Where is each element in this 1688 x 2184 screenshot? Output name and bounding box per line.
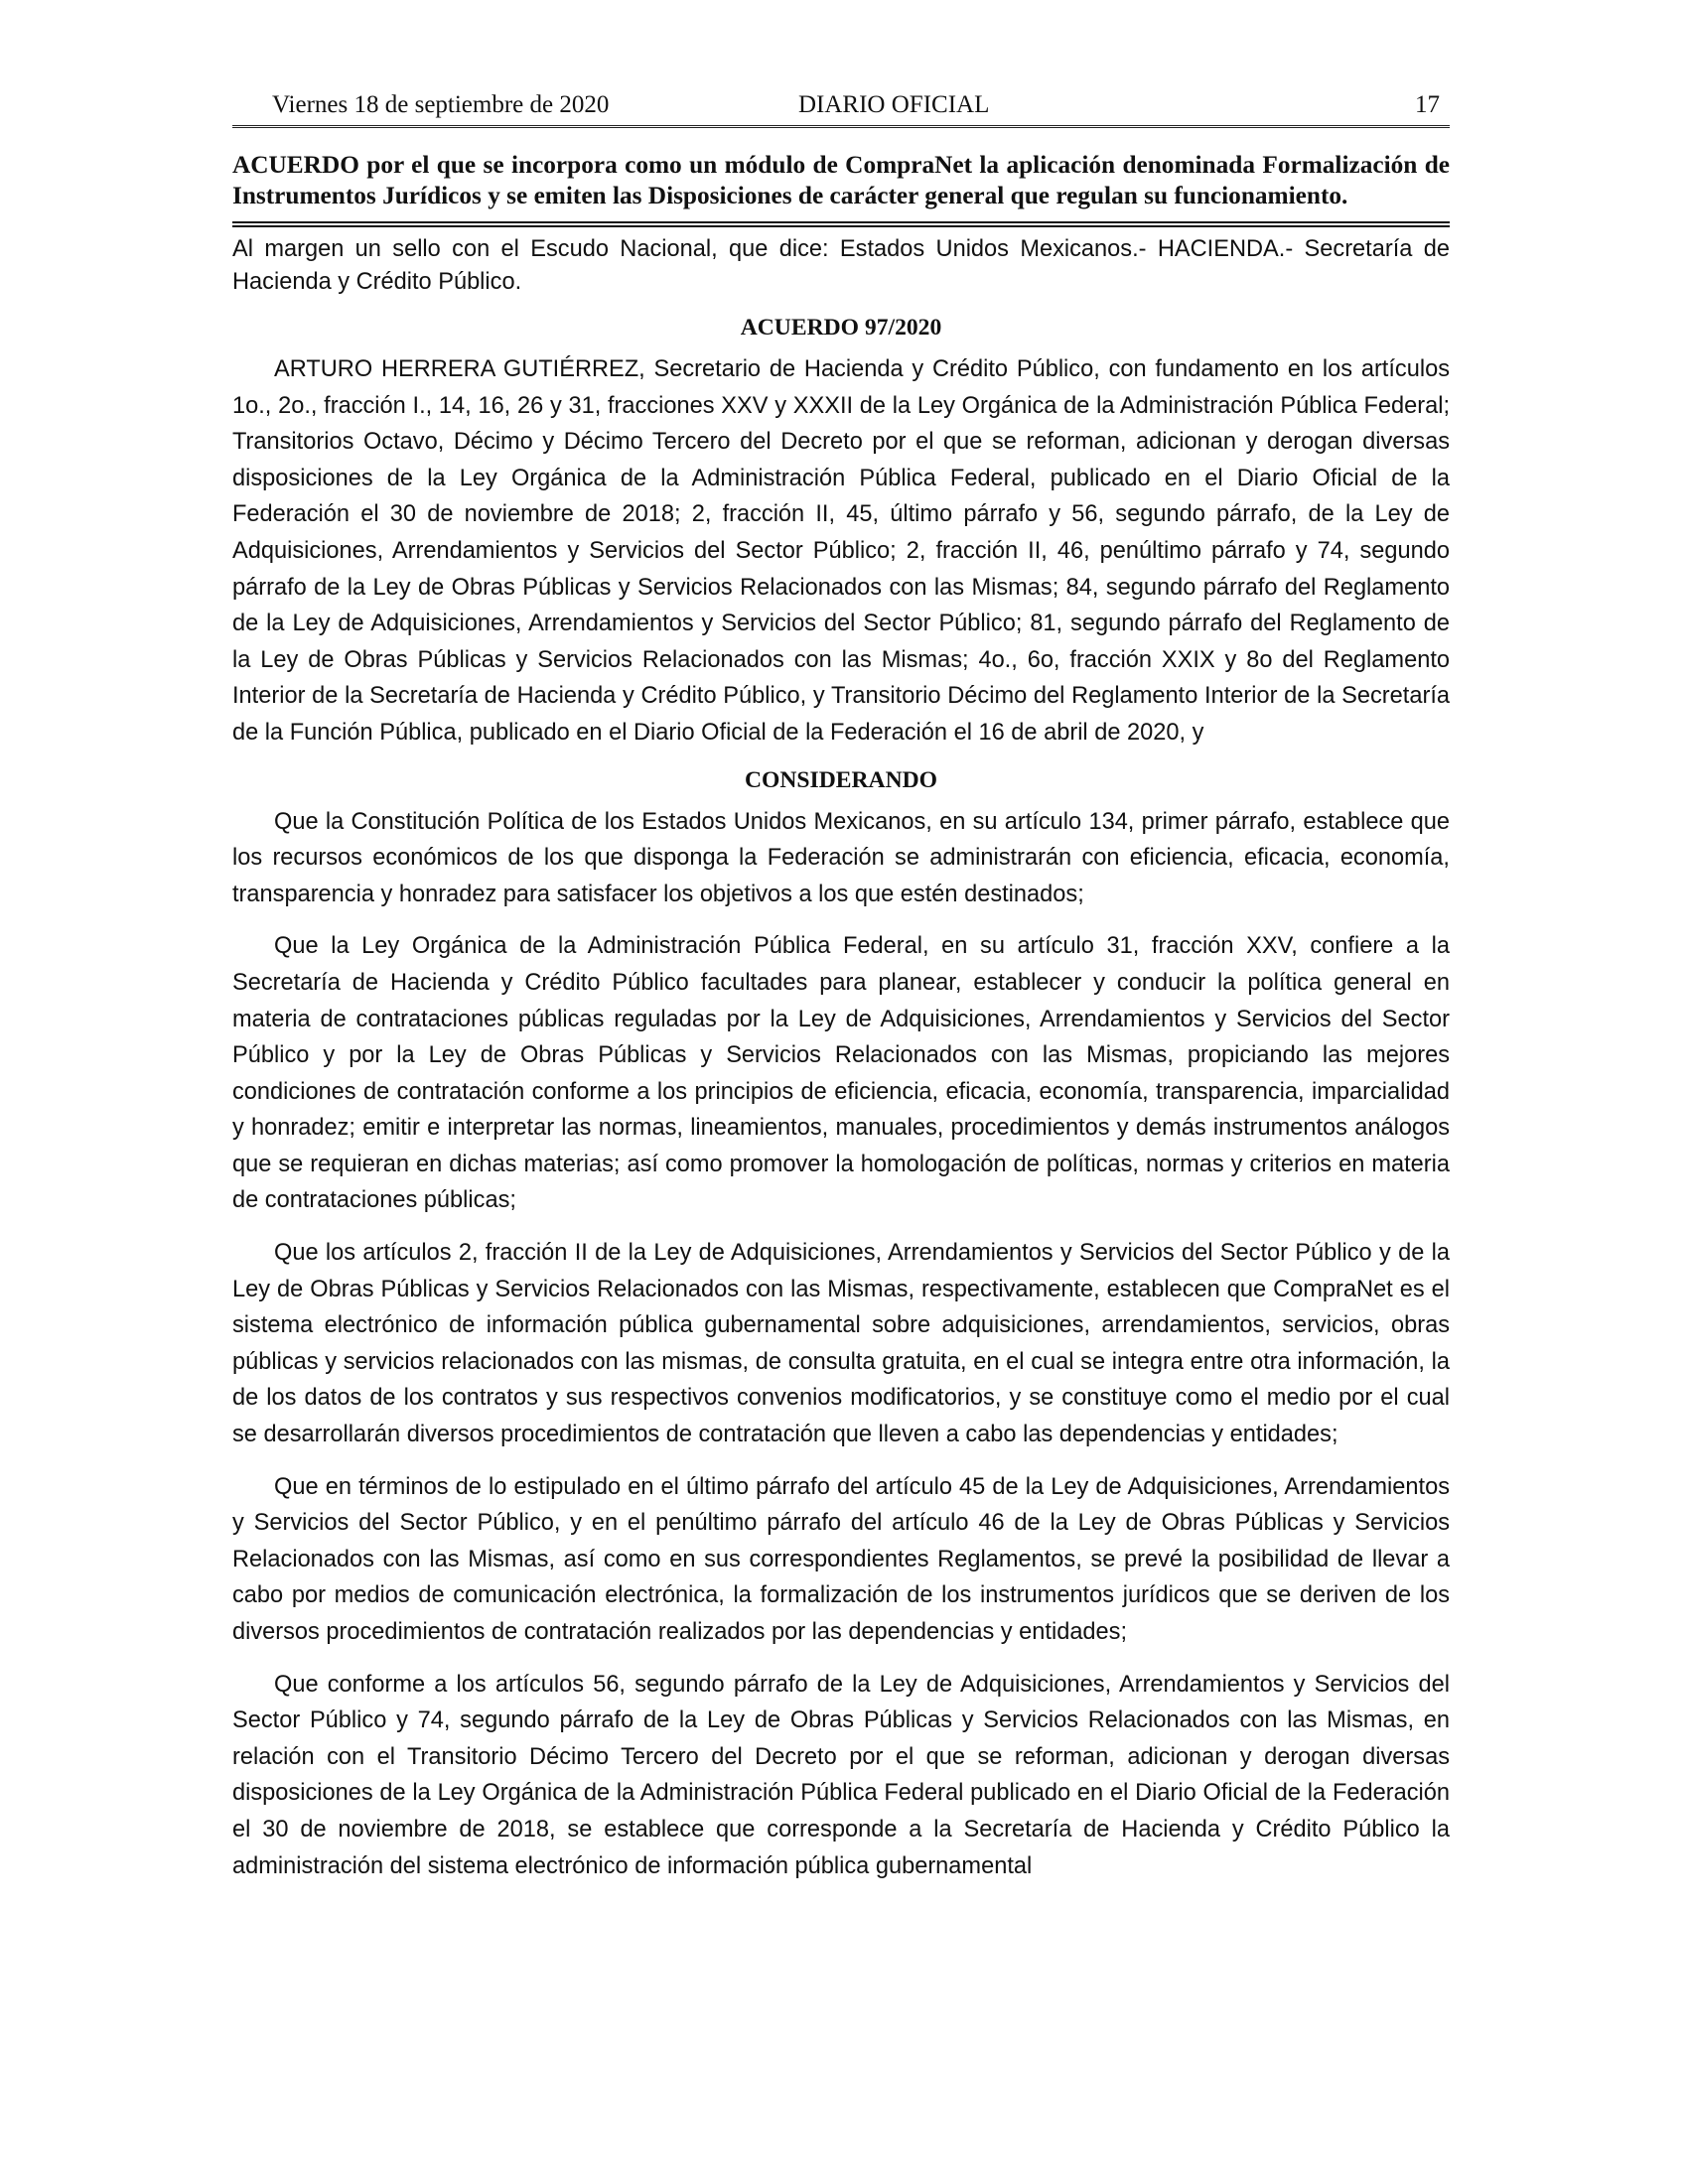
preamble-paragraph: ARTURO HERRERA GUTIÉRREZ, Secretario de Hacienda y Crédito Público, con fundamento en los artículos 1o., 2o., fracción I., 14, 16, 26 y 31, fracciones XXV y XXXII de la Ley Orgánica de la Administración Pública Federal; Transitorios Octavo, Décimo y Décimo Tercero del Decreto por el que se reforman, adicionan y derogan diversas disposiciones de la Ley Orgánica de la Administración Pública Federal, publicado en el Diario Oficial de la Federación el 30 de noviembre de 2018; 2, fracción II, 45, último párrafo y 56, segundo párrafo, de la Ley de Adquisiciones, Arrendamientos y Servicios del Sector Público; 2, fracción II, 46, penúltimo párrafo y 74, segundo párrafo de la Ley de Obras Públicas y Servicios Relacionados con las Mismas; 84, segundo párrafo del Reglamento de la Ley de Adquisiciones, Arrendamientos y Servicios del Sector Público; 81, segundo párrafo del Reglamento de la Ley de Obras Públicas y Servicios Relacionados con las Mismas; 4o., 6o, fracción XXIX y 8o del Reglamento Interior de la Secretaría de Hacienda y Crédito Público, y Transitorio Décimo del Reglamento Interior de la Secretaría de la Función Pública, publicado en el Diario Oficial de la Federación el 16 de abril de 2020, y <box>232 356 1450 746</box>
header-date: Viernes 18 de septiembre de 2020 <box>272 91 610 118</box>
considerando-paragraph: Que conforme a los artículos 56, segundo párrafo de la Ley de Adquisiciones, Arrendamientos y Servicios del Sector Público y 74, segundo párrafo de la Ley de Obras Públicas y Servicios Relacionados con las Mismas, en relación con el Transitorio Décimo Tercero del Decreto por el que se reforman, adicionan y derogan diversas disposiciones de la Ley Orgánica de la Administración Pública Federal publicado en el Diario Oficial de la Federación el 30 de noviembre de 2018, se establece que corresponde a la Secretaría de Hacienda y Crédito Público la administración del sistema electrónico de información pública gubernamental <box>232 1671 1450 1879</box>
header-publication: DIARIO OFICIAL <box>798 91 990 118</box>
header-page-number: 17 <box>1415 91 1440 118</box>
agreement-heading: ACUERDO 97/2020 <box>740 315 942 341</box>
considerando-paragraph: Que en términos de lo estipulado en el último párrafo del artículo 45 de la Ley de Adquisiciones, Arrendamientos y Servicios del Sector Público, y en el penúltimo párrafo del artículo 46 de la Ley de Obras Públicas y Servicios Relacionados con las Mismas, así como en sus correspondientes Reglamentos, se prevé la posibilidad de llevar a cabo por medios de comunicación electrónica, la formalización de los instrumentos jurídicos que se deriven de los diversos procedimientos de contratación realizados por las dependencias y entidades; <box>232 1473 1450 1645</box>
document-title: ACUERDO por el que se incorpora como un módulo de CompraNet la aplicación denominada Formalización de Instrumentos Jurídicos y se emiten las Disposiciones de carácter general que regulan su funcionamiento. <box>232 150 1450 227</box>
considerando-heading: CONSIDERANDO <box>744 766 937 793</box>
considerando-paragraph: Que la Constitución Política de los Estados Unidos Mexicanos, en su artículo 134, primer párrafo, establece que los recursos económicos de los que disponga la Federación se administrarán con eficiencia, eficacia, economía, transparencia y honradez para satisfacer los objetivos a los que estén destinados; <box>232 808 1450 907</box>
considerando-paragraph: Que la Ley Orgánica de la Administración Pública Federal, en su artículo 31, fracción XXV, confiere a la Secretaría de Hacienda y Crédito Público facultades para planear, establecer y conducir la política general en materia de contrataciones públicas reguladas por la Ley de Adquisiciones, Arrendamientos y Servicios del Sector Público y por la Ley de Obras Públicas y Servicios Relacionados con las Mismas, propiciando las mejores condiciones de contratación conforme a los principios de eficiencia, eficacia, economía, transparencia, imparcialidad y honradez; emitir e interpretar las normas, lineamientos, manuales, procedimientos y demás instrumentos análogos que se requieran en dichas materias; así como promover la homologación de políticas, normas y criterios en materia de contrataciones públicas; <box>232 933 1450 1214</box>
considerando-paragraph: Que los artículos 2, fracción II de la Ley de Adquisiciones, Arrendamientos y Servicios del Sector Público y de la Ley de Obras Públicas y Servicios Relacionados con las Mismas, respectivamente, establecen que CompraNet es el sistema electrónico de información pública gubernamental sobre adquisiciones, arrendamientos, servicios, obras públicas y servicios relacionados con las mismas, de consulta gratuita, en el cual se integra entre otra información, la de los datos de los contratos y sus respectivos convenios modificatorios, y se constituye como el medio por el cual se desarrollarán diversos procedimientos de contratación que lleven a cabo las dependencias y entidades; <box>232 1240 1450 1448</box>
document-page <box>232 91 1450 1884</box>
margin-note: Al margen un sello con el Escudo Nacional, que dice: Estados Unidos Mexicanos.- HACIENDA.- Secretaría de Hacienda y Crédito Público. <box>232 236 1450 295</box>
page-header <box>232 91 1450 128</box>
